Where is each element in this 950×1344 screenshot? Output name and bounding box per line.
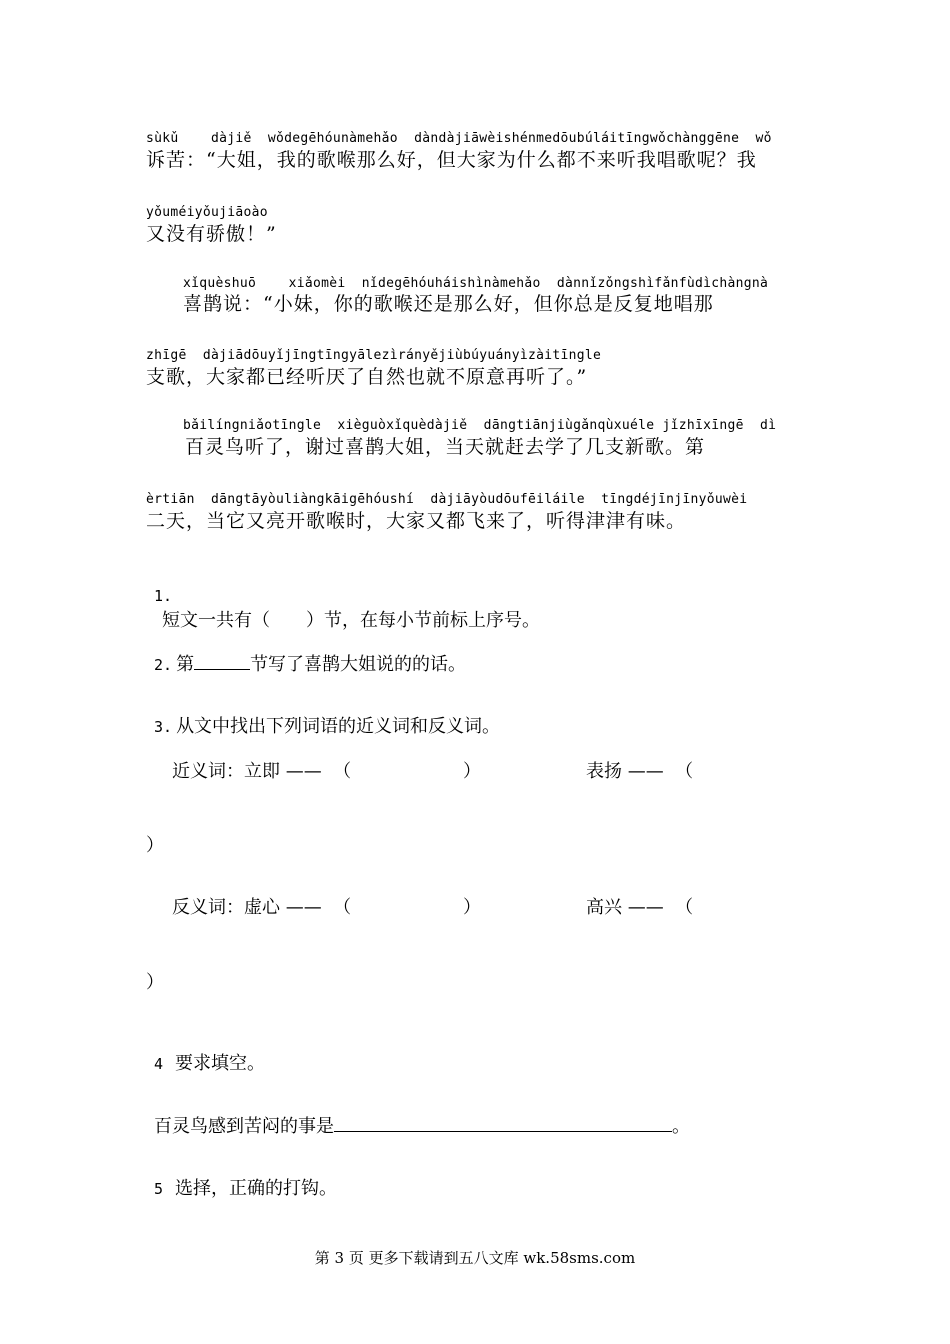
- question-number: 3.: [154, 718, 173, 736]
- antonym-close: ）: [463, 897, 481, 918]
- page-footer: 第 3 页 更多下载请到五八文库 wk.58sms.com: [314, 1249, 636, 1267]
- pinyin-line-5: bǎilíngniǎotīngle xièguòxǐquèdàjiě dāngtiānjiùgǎnqùxuéle jǐzhīxīngē dì: [183, 418, 777, 433]
- pinyin-line-6: èrtiān dāngtāyòuliàngkāigēhóushí dàjiāyòudōufēiláile tīngdéjīnjīnyǒuwèi: [146, 492, 748, 507]
- synonym-wrap: ）: [146, 835, 164, 856]
- question-number: 2.: [154, 656, 173, 674]
- antonym-wrap: ）: [146, 972, 164, 993]
- fill-in-line: [146, 1094, 690, 1138]
- pinyin-line-2: yǒuméiyǒujiāoào: [146, 205, 268, 220]
- question-text: 选择，正确的打钩。: [175, 1178, 338, 1199]
- question-number: 5: [154, 1180, 164, 1198]
- question-number: 1.: [154, 587, 173, 605]
- synonym-close: ）: [463, 761, 481, 782]
- question-text: 短文一共有（: [162, 610, 270, 631]
- question-text: 节写了喜鹊大姐说的的话。: [250, 654, 467, 675]
- question-1: [146, 569, 540, 632]
- passage-line-6: 二天，当它又亮开歌喉时，大家又都飞来了，听得津津有味。: [146, 510, 687, 532]
- question-number: 4: [154, 1055, 164, 1073]
- synonym-second: 表扬 —— （: [586, 761, 694, 782]
- question-4: [146, 1031, 265, 1075]
- question-text: 从文中找出下列词语的近义词和反义词。: [176, 716, 501, 737]
- question-5: [146, 1156, 337, 1200]
- pinyin-line-1: sùkǔ dàjiě wǒdegēhóunàmehǎo dàndàjiāwèishénmedōubúláitīngwǒchànggēne wǒ: [146, 131, 772, 146]
- antonym-label: 反义词：虚心 —— （: [172, 897, 352, 918]
- question-text: 第: [176, 654, 195, 675]
- passage-line-5: 百灵鸟听了，谢过喜鹊大姐，当天就赶去学了几支新歌。第: [185, 436, 706, 458]
- question-text: ）节，在每小节前标上序号。: [306, 610, 540, 631]
- fill-in-end: 。: [672, 1116, 690, 1137]
- question-2: [146, 632, 466, 676]
- passage-line-3: 喜鹊说：“小妹，你的歌喉还是那么好，但你总是反复地唱那: [183, 293, 714, 315]
- answer-blank[interactable]: [194, 651, 250, 670]
- question-text: 要求填空。: [175, 1053, 266, 1074]
- synonym-answer-box[interactable]: [378, 752, 462, 782]
- passage-line-1: 诉苦：“大姐，我的歌喉那么好，但大家为什么都不来听我唱歌呢？我: [146, 149, 757, 171]
- pinyin-line-3: xǐquèshuō xiǎomèi nǐdegēhóuháishìnàmehǎo dànnǐzǒngshìfǎnfùdìchàngnà: [183, 276, 769, 291]
- fill-in-blank[interactable]: [334, 1113, 672, 1132]
- passage-line-4: 支歌，大家都已经听厌了自然也就不原意再听了。”: [146, 366, 588, 388]
- passage-line-2: 又没有骄傲！”: [146, 223, 277, 245]
- pinyin-line-4: zhīgē dàjiādōuyǐjīngtīngyālezìrányějiùbúyuányìzàitīngle: [146, 348, 602, 363]
- fill-in-text: 百灵鸟感到苦闷的事是: [154, 1116, 334, 1137]
- antonym-answer-box[interactable]: [378, 888, 462, 918]
- question-3: [146, 694, 500, 738]
- synonym-label: 近义词：立即 —— （: [172, 761, 352, 782]
- antonym-second: 高兴 —— （: [586, 897, 694, 918]
